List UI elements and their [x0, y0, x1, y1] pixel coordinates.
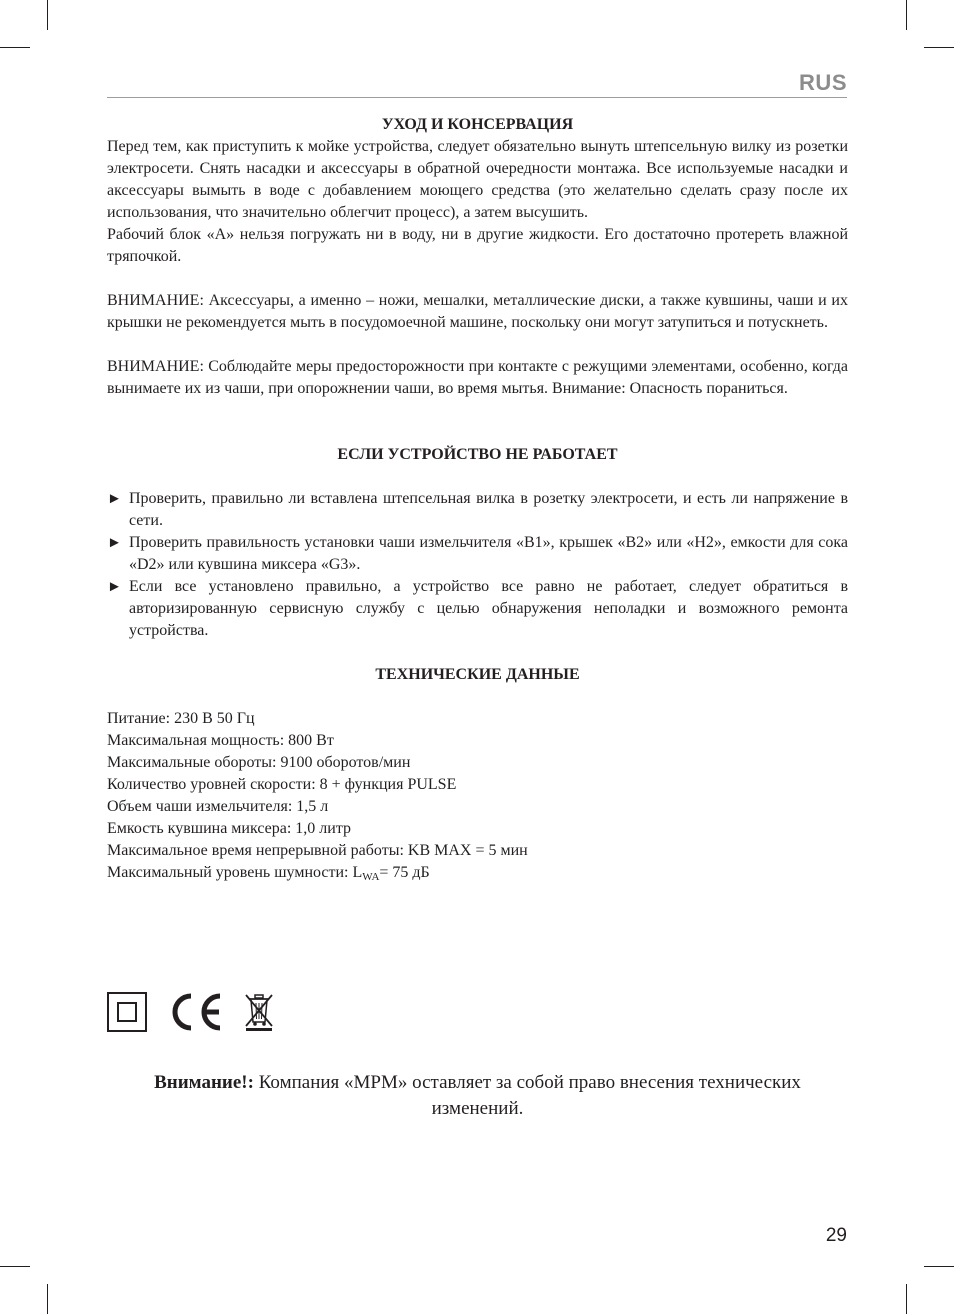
spec-line-noise: Максимальный уровень шумности: $L_{WA}= 75$ дБ [107, 864, 430, 883]
spec-line: Максимальные обороты: 9100 оборотов/мин [107, 754, 411, 771]
tech-heading: ТЕХНИЧЕСКИЕ ДАННЫЕ [375, 666, 580, 683]
care-warning-1: ВНИМАНИЕ: Аксессуары, а именно – ножи, мешалки, металлические диски, а также кувшины, чаши и их крышки не рекомендуется мыть в посудомоечной машине, поскольку они могут затупиться и потускнеть. [107, 292, 848, 331]
page-number: 29 [825, 1225, 847, 1246]
crop-mark [0, 1266, 30, 1267]
arrow-bullet-icon: ► [107, 579, 122, 595]
spec-line: Максимальная мощность: 800 Вт [107, 732, 334, 749]
arrow-bullet-icon: ► [107, 491, 122, 507]
crop-mark [906, 0, 907, 30]
trouble-heading: ЕСЛИ УСТРОЙСТВО НЕ РАБОТАЕТ [337, 446, 618, 463]
double-square-icon [107, 992, 147, 1032]
care-heading: УХОД И КОНСЕРВАЦИЯ [381, 116, 574, 133]
crop-mark [0, 47, 30, 48]
page-content [107, 114, 848, 888]
certification-symbols [107, 992, 275, 1032]
crop-mark [47, 1284, 48, 1314]
list-item: ► Проверить, правильно ли вставлена штепсельная вилка в розетку электросети, и есть ли напряжение в сети. [107, 490, 848, 529]
crop-mark [924, 1266, 954, 1267]
care-paragraph-1: Перед тем, как приступить к мойке устройства, следует обязательно вынуть штепсельную вилку из розетки электросети. Снять насадки и аксессуары в обратной очередности монтажа. Все используемые насадки и аксессуары вымыть в воде с добавлением моющего средства (это желательно сделать сразу после их использования, что значительно облегчит процесс), а затем высушить. [107, 138, 848, 221]
spec-line: Емкость кувшина миксера: 1,0 литр [107, 820, 352, 837]
spec-line: Объем чаши измельчителя: 1,5 л [107, 798, 329, 815]
spec-line: Максимальное время непрерывной работы: KB MAX = 5 мин [107, 842, 528, 859]
trouble-list [107, 488, 848, 642]
notice-text: Компания «MPM» оставляет за собой право внесения технических изменений. [253, 1072, 801, 1119]
crop-mark [906, 1284, 907, 1314]
spec-line: Количество уровней скорости: 8 + функция PULSE [107, 776, 457, 793]
language-label: RUS [799, 70, 847, 95]
arrow-bullet-icon: ► [107, 535, 122, 551]
header-rule [107, 97, 847, 98]
crop-mark [47, 0, 48, 30]
crop-mark [924, 47, 954, 48]
ce-mark-icon [167, 992, 223, 1032]
list-item: ► Если все установлено правильно, а устройство все равно не работает, следует обратиться в авторизированную сервисную службу с целью обнаружения неполадки и возможного ремонта устройства. [107, 578, 848, 639]
crossed-bin-icon [243, 992, 275, 1032]
care-warning-2: ВНИМАНИЕ: Соблюдайте меры предосторожности при контакте с режущими элементами, особенно, когда вынимаете их из чаши, при опорожнении чаши, во время мытья. Внимание: Опасность пораниться. [107, 358, 848, 397]
notice-label: Внимание!: [154, 1072, 254, 1093]
spec-line: Питание: 230 В 50 Гц [107, 710, 255, 727]
care-paragraph-2: Рабочий блок «А» нельзя погружать ни в воду, ни в другие жидкости. Его достаточно протереть влажной тряпочкой. [107, 226, 848, 265]
manufacturer-notice [107, 1070, 848, 1122]
list-item: ► Проверить правильность установки чаши измельчителя «B1», крышек «B2» или «H2», емкости для сока «D2» или кувшина миксера «G3». [107, 534, 848, 573]
